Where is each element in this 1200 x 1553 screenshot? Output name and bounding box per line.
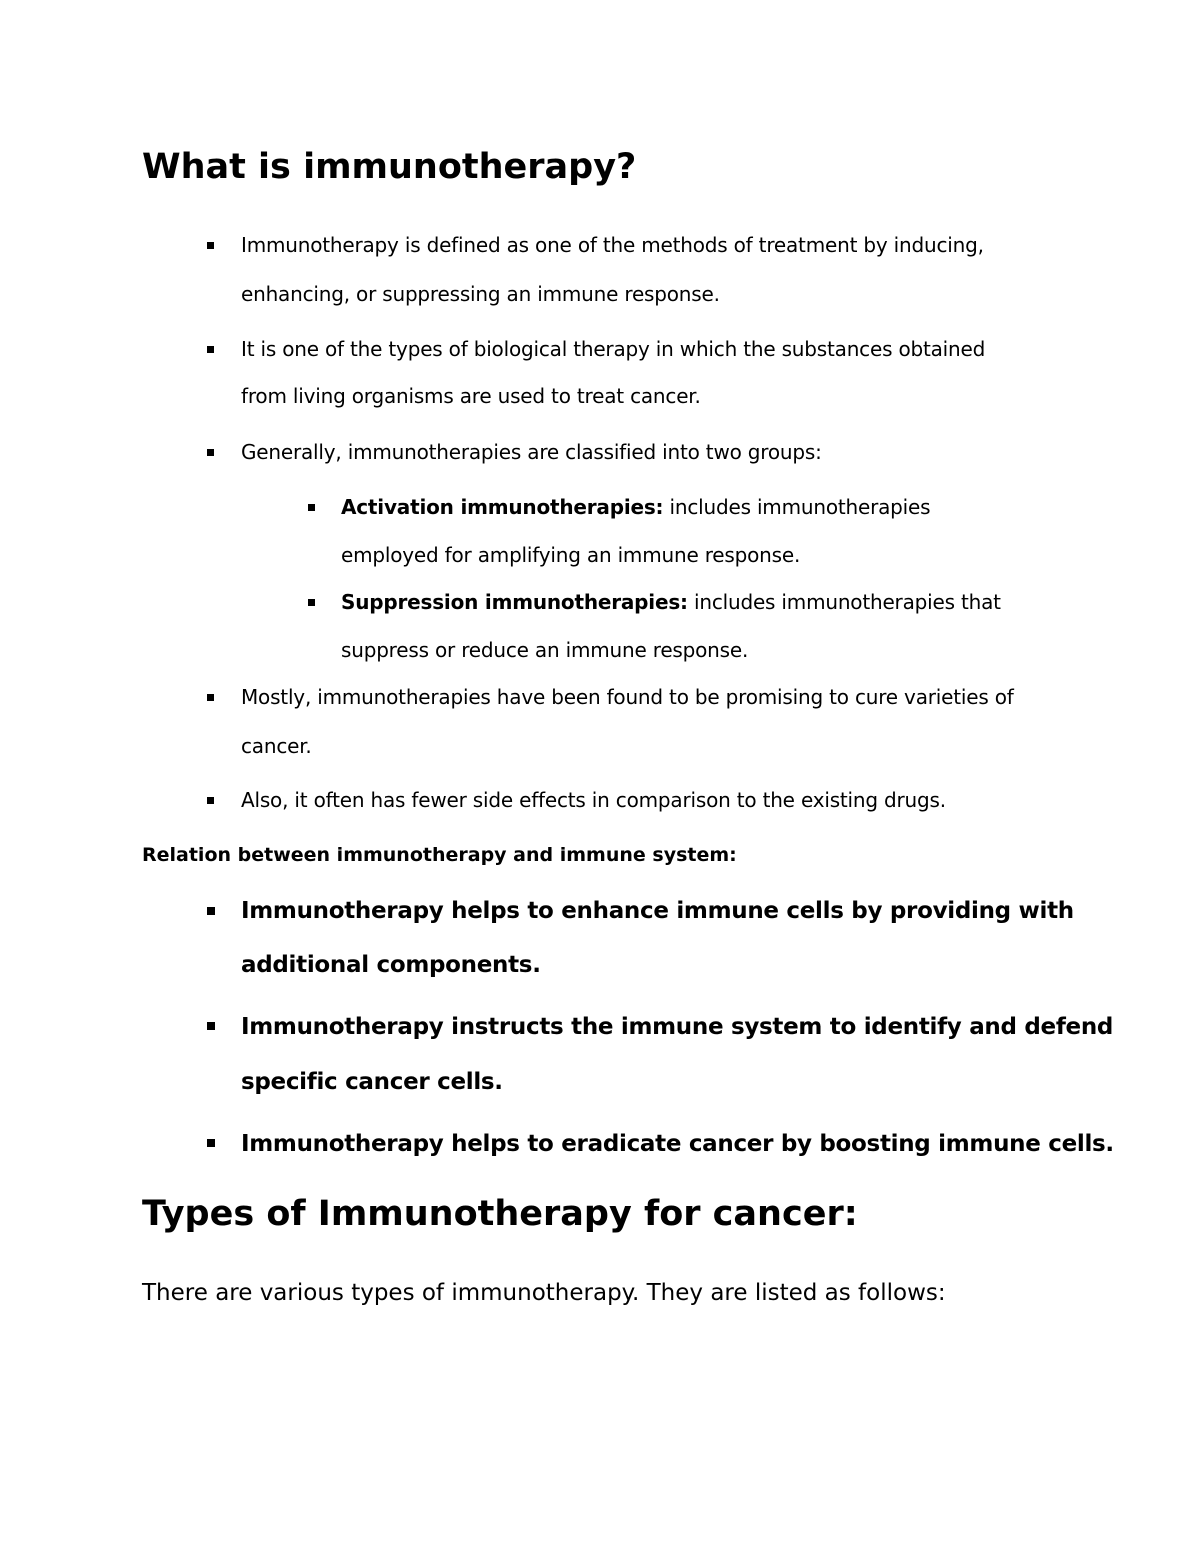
section-title-what-is-immunotherapy: What is immunotherapy? — [142, 147, 637, 187]
section-heading-relation: Relation between immunotherapy and immune system: — [142, 844, 737, 866]
term-description: includes immunotherapies that — [687, 590, 1001, 614]
bullet-marker — [207, 1022, 215, 1030]
term-description: includes immunotherapies — [663, 495, 931, 519]
section-intro-text: There are various types of immunotherapy. They are listed as follows: — [142, 1280, 946, 1306]
bullet-marker — [207, 1139, 215, 1147]
bullet-marker — [207, 346, 214, 353]
list-item-text: from living organisms are used to treat cancer. — [241, 384, 701, 408]
bullet-marker — [207, 449, 214, 456]
bullet-marker — [207, 907, 215, 915]
sub-list-item-text: suppress or reduce an immune response. — [341, 638, 749, 662]
term-activation: Activation immunotherapies: — [341, 495, 664, 519]
list-item-text: Immunotherapy helps to enhance immune cells by providing with — [241, 898, 1074, 924]
sub-bullet-marker — [308, 599, 315, 606]
list-item-text: Generally, immunotherapies are classified into two groups: — [241, 440, 822, 464]
list-item-text: Also, it often has fewer side effects in comparison to the existing drugs. — [241, 788, 946, 812]
list-item-text: It is one of the types of biological therapy in which the substances obtained — [241, 337, 986, 361]
bullet-marker — [207, 797, 214, 804]
section-title-types: Types of Immunotherapy for cancer: — [142, 1194, 858, 1234]
list-item-text: enhancing, or suppressing an immune response. — [241, 282, 720, 306]
list-item-text: Immunotherapy instructs the immune system to identify and defend — [241, 1014, 1114, 1040]
sub-bullet-marker — [308, 504, 315, 511]
list-item-text: cancer. — [241, 734, 312, 758]
bullet-marker — [207, 694, 214, 701]
sub-list-item-text — [341, 589, 1001, 615]
sub-list-item-text — [341, 494, 930, 520]
list-item-text: Mostly, immunotherapies have been found to be promising to cure varieties of — [241, 685, 1014, 709]
list-item-text: Immunotherapy is defined as one of the methods of treatment by inducing, — [241, 233, 984, 257]
sub-list-item-text: employed for amplifying an immune response. — [341, 543, 801, 567]
list-item-text: specific cancer cells. — [241, 1069, 503, 1095]
term-suppression: Suppression immunotherapies: — [341, 590, 688, 614]
list-item-text: Immunotherapy helps to eradicate cancer by boosting immune cells. — [241, 1131, 1114, 1157]
bullet-marker — [207, 242, 214, 249]
list-item-text: additional components. — [241, 952, 541, 978]
